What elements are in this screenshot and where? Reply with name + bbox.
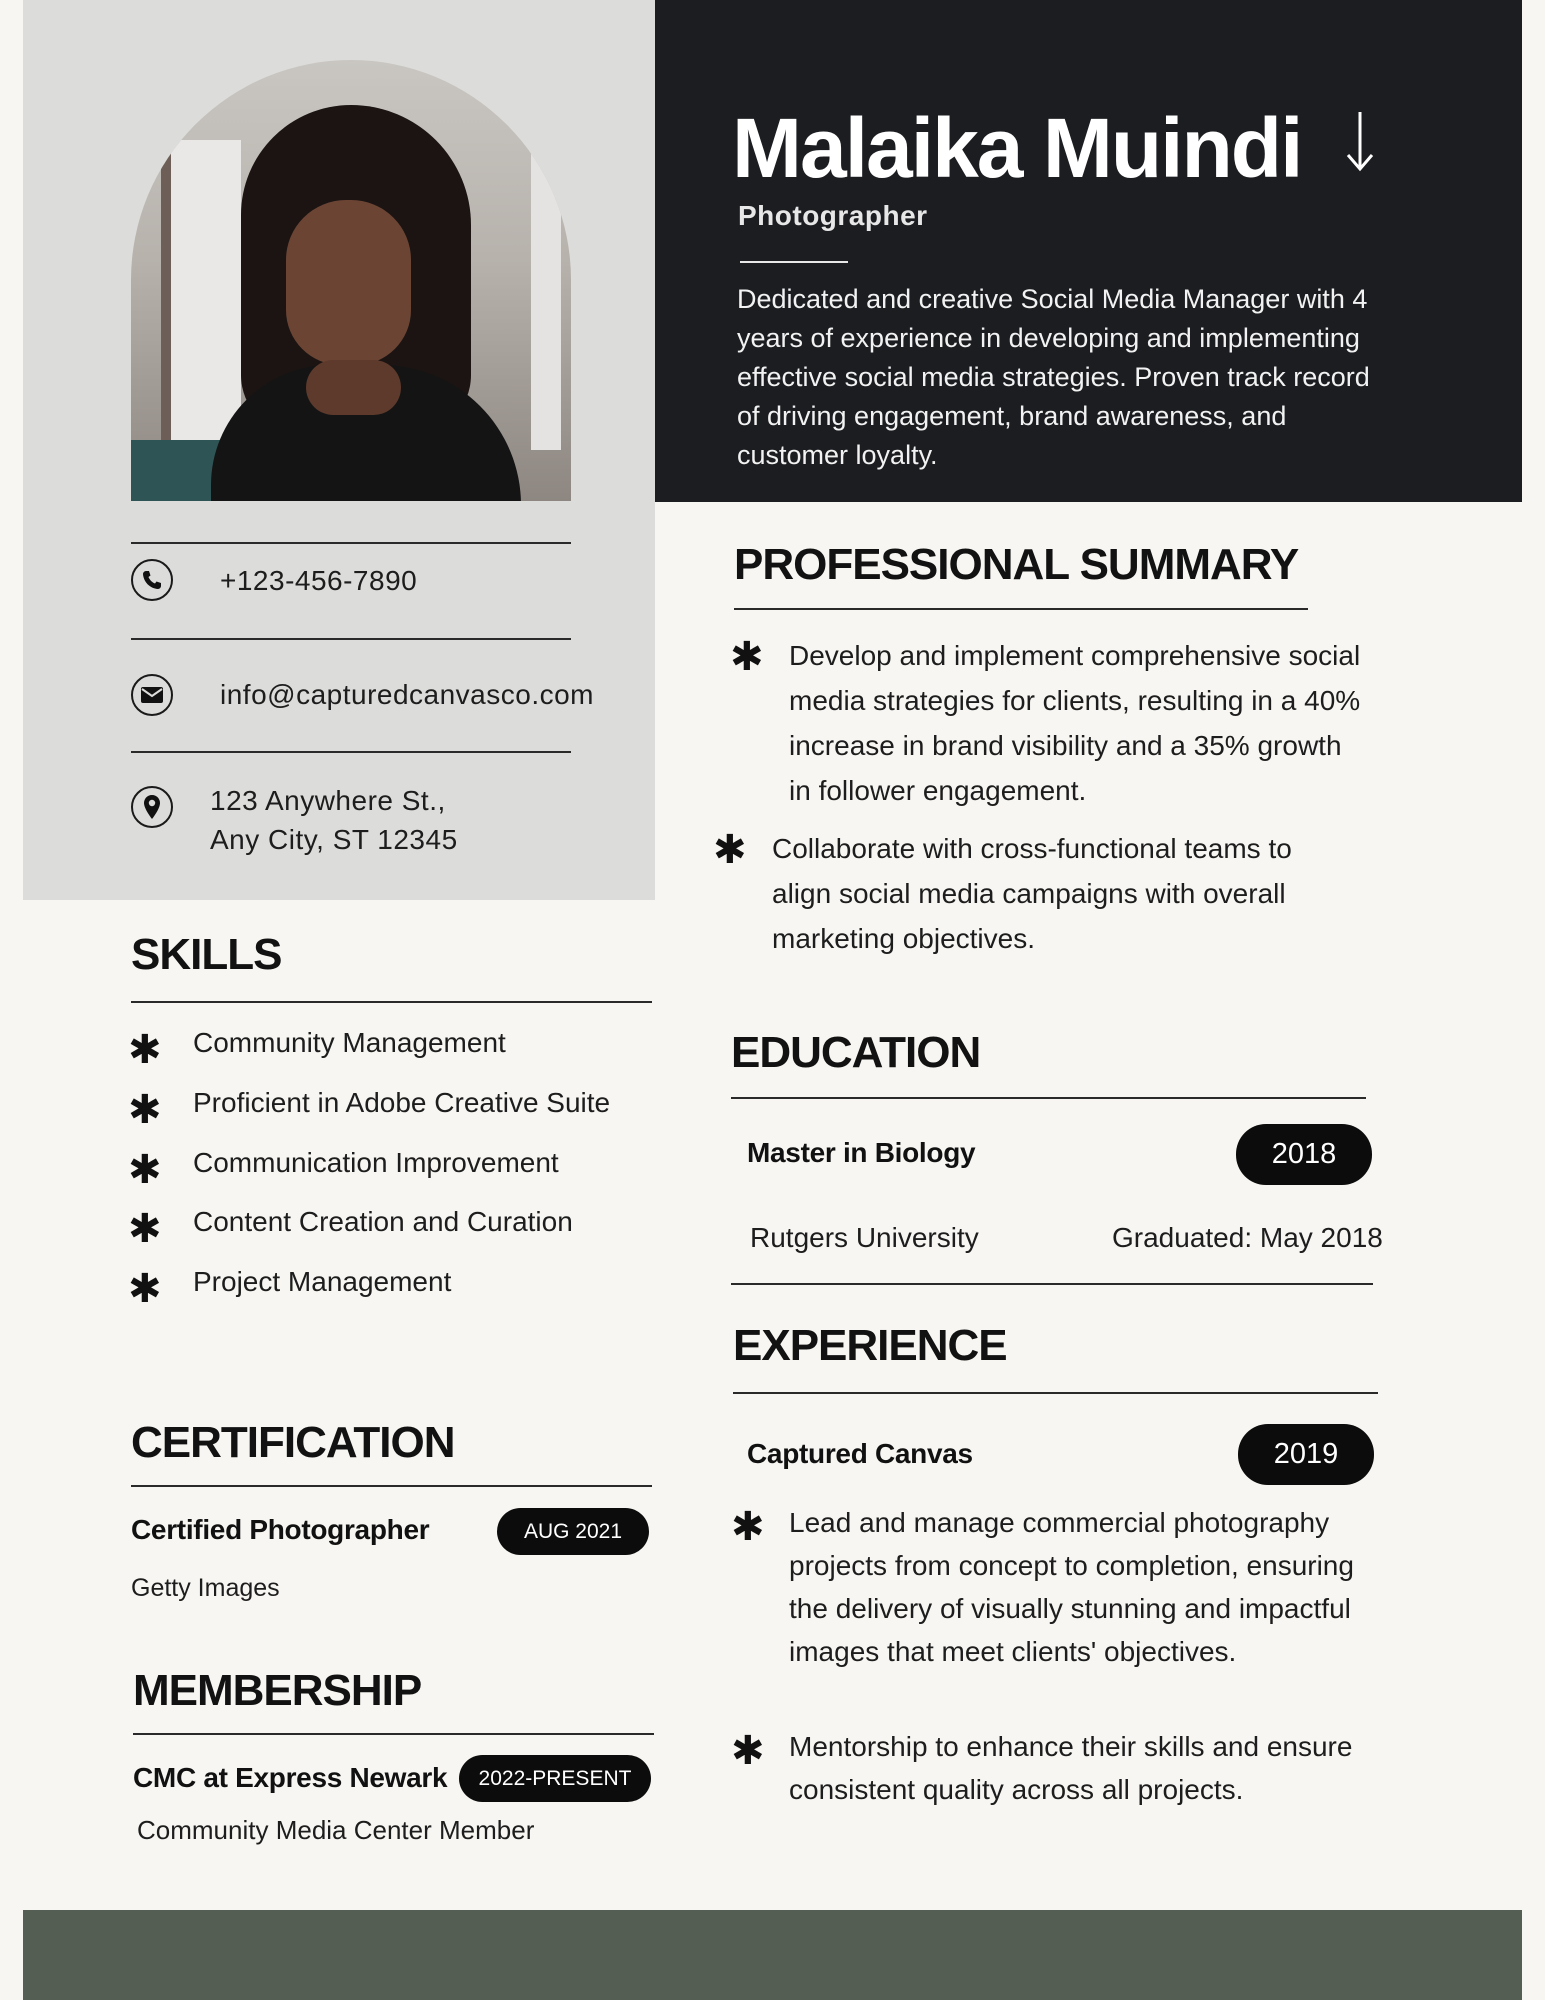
bullet-star-icon: ✱ — [128, 1148, 162, 1192]
certification-rule — [131, 1485, 652, 1487]
bullet-star-icon: ✱ — [128, 1207, 162, 1251]
certification-heading: CERTIFICATION — [131, 1418, 455, 1467]
profile-photo — [131, 60, 571, 501]
job-title: Photographer — [738, 200, 928, 231]
phone-number: +123-456-7890 — [220, 565, 418, 596]
bullet-star-icon: ✱ — [730, 635, 764, 679]
skill-item: Community Management — [193, 1027, 506, 1058]
skill-item: Communication Improvement — [193, 1147, 559, 1178]
membership-role: Community Media Center Member — [137, 1815, 535, 1845]
certification-issuer: Getty Images — [131, 1574, 280, 1602]
contact-divider — [131, 751, 571, 753]
phone-icon — [131, 559, 173, 601]
footer-band — [23, 1910, 1522, 2000]
education-graduated: Graduated: May 2018 — [1112, 1222, 1383, 1253]
summary-item: Develop and implement comprehensive social media strategies for clients, resulting in a 40% increase in brand visibility and a 35% growth in follower engagement. — [789, 640, 1361, 806]
experience-item: Mentorship to enhance their skills and ensure consistent quality across all projects. — [789, 1731, 1353, 1805]
bullet-star-icon: ✱ — [731, 1729, 765, 1773]
email-address: info@capturedcanvasco.com — [220, 679, 594, 710]
education-school: Rutgers University — [750, 1222, 979, 1253]
candidate-name: Malaika Muindi — [732, 101, 1302, 195]
summary-rule — [734, 608, 1308, 610]
intro-text: Dedicated and creative Social Media Manager with 4 years of experience in developing and implementing effective social media strategies. Proven track record of driving engagement, brand awareness, and customer loyalty. — [737, 284, 1370, 470]
membership-name: CMC at Express Newark — [133, 1762, 448, 1793]
membership-rule — [133, 1733, 654, 1735]
skills-rule — [131, 1001, 652, 1003]
bullet-star-icon: ✱ — [128, 1267, 162, 1311]
education-degree: Master in Biology — [747, 1137, 976, 1168]
experience-rule — [733, 1392, 1378, 1394]
education-rule — [731, 1097, 1366, 1099]
bullet-star-icon: ✱ — [128, 1088, 162, 1132]
experience-heading: EXPERIENCE — [733, 1321, 1007, 1370]
location-pin-icon — [131, 786, 173, 828]
membership-heading: MEMBERSHIP — [133, 1666, 422, 1715]
skill-item: Proficient in Adobe Creative Suite — [193, 1087, 611, 1118]
experience-item: Lead and manage commercial photography projects from concept to completion, ensuring the delivery of visually stunning and impactful images that meet clients' objectives. — [789, 1507, 1354, 1667]
bullet-star-icon: ✱ — [128, 1028, 162, 1072]
skill-item: Project Management — [193, 1266, 452, 1297]
experience-company: Captured Canvas — [747, 1438, 973, 1469]
bullet-star-icon: ✱ — [731, 1505, 765, 1549]
address-line-2: Any City, ST 12345 — [210, 824, 458, 855]
arrow-down-icon — [1340, 112, 1380, 172]
membership-period-badge: 2022-PRESENT — [459, 1755, 651, 1802]
summary-heading: PROFESSIONAL SUMMARY — [734, 540, 1299, 589]
skill-item: Content Creation and Curation — [193, 1206, 573, 1237]
summary-item: Collaborate with cross-functional teams to align social media campaigns with overall marketing objectives. — [772, 833, 1292, 954]
email-icon — [131, 674, 173, 716]
education-bottom-rule — [731, 1283, 1373, 1285]
education-heading: EDUCATION — [731, 1028, 981, 1077]
experience-year-badge: 2019 — [1238, 1424, 1374, 1485]
certification-name: Certified Photographer — [131, 1514, 430, 1545]
certification-date-badge: AUG 2021 — [497, 1508, 649, 1555]
skills-heading: SKILLS — [131, 930, 282, 979]
address-line-1: 123 Anywhere St., — [210, 785, 446, 816]
bullet-star-icon: ✱ — [713, 828, 747, 872]
contact-divider — [131, 638, 571, 640]
education-year-badge: 2018 — [1236, 1124, 1372, 1185]
contact-divider — [131, 542, 571, 544]
title-rule — [740, 261, 848, 263]
